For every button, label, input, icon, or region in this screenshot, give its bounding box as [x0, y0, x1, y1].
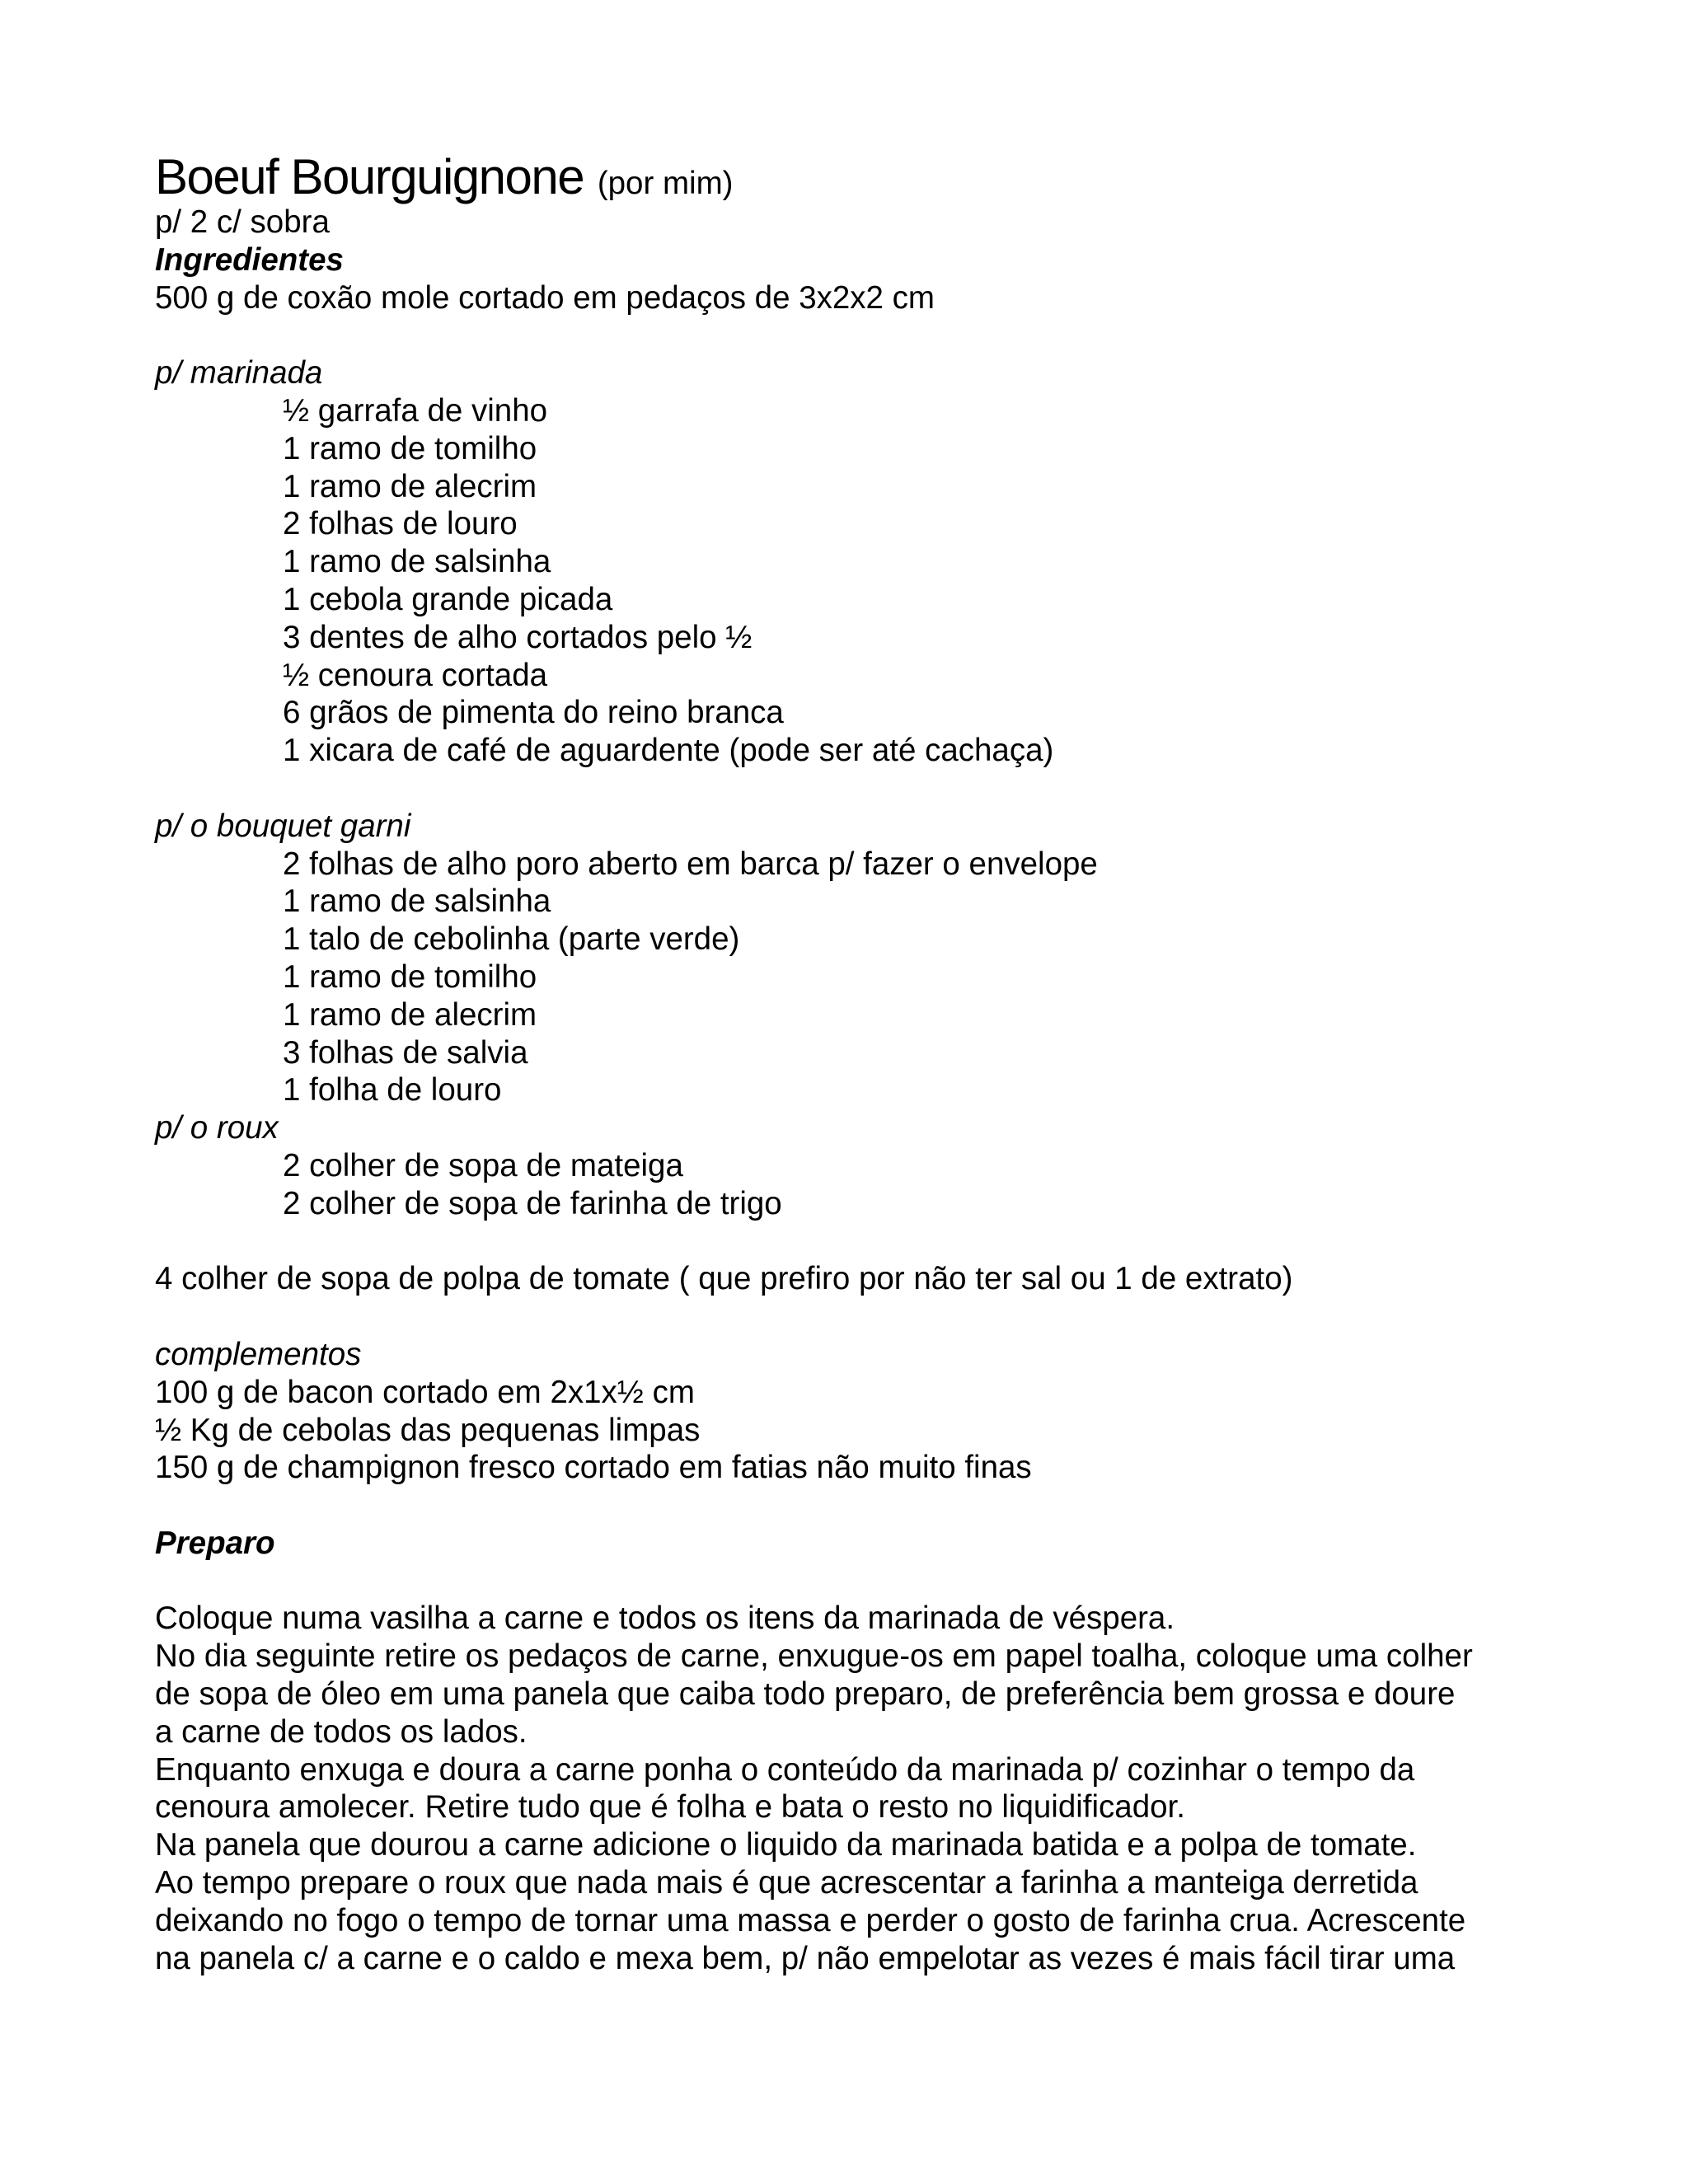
- paragraph-line: No dia seguinte retire os pedaços de carne, enxugue-os em papel toalha, coloque uma colher: [155, 1638, 1473, 1675]
- paragraph-line: Ao tempo prepare o roux que nada mais é que acrescentar a farinha a manteiga derretida: [155, 1865, 1418, 1901]
- list-item: 2 folhas de alho poro aberto em barca p/ fazer o envelope: [283, 846, 1098, 882]
- ingredients-heading: Ingredientes: [155, 241, 344, 278]
- meat-ingredient: 500 g de coxão mole cortado em pedaços de 3x2x2 cm: [155, 279, 935, 316]
- spacer: [155, 770, 1556, 808]
- paragraph-line: Enquanto enxuga e doura a carne ponha o conteúdo da marinada p/ cozinhar o tempo da: [155, 1751, 1415, 1788]
- list-item: 100 g de bacon cortado em 2x1x½ cm: [155, 1374, 695, 1410]
- list-item: 1 ramo de salsinha: [283, 544, 551, 580]
- recipe-title-note: (por mim): [597, 166, 734, 201]
- paragraph-line: Coloque numa vasilha a carne e todos os itens da marinada de véspera.: [155, 1601, 1175, 1637]
- paragraph-line: de sopa de óleo em uma panela que caiba todo preparo, de preferência bem grossa e doure: [155, 1676, 1456, 1713]
- list-item: 1 cebola grande picada: [283, 581, 613, 617]
- roux-list: [155, 1147, 1556, 1223]
- list-item: 2 colher de sopa de farinha de trigo: [283, 1185, 782, 1221]
- recipe-document: [155, 149, 1556, 1977]
- paragraph-line: na panela c/ a carne e o caldo e mexa bem, p/ não empelotar as vezes é mais fácil tirar uma: [155, 1940, 1456, 1976]
- list-item: 1 ramo de tomilho: [283, 958, 537, 995]
- complements-heading: complementos: [155, 1336, 362, 1372]
- paragraph-line: Na panela que dourou a carne adicione o liquido da marinada batida e a polpa de tomate.: [155, 1827, 1417, 1863]
- bouquet-list: [155, 846, 1556, 1110]
- list-item: 1 folha de louro: [283, 1072, 502, 1108]
- list-item: ½ garrafa de vinho: [283, 392, 548, 429]
- complements-list: [155, 1374, 1556, 1487]
- roux-heading: p/ o roux: [155, 1110, 279, 1146]
- preparation-heading: Preparo: [155, 1525, 275, 1561]
- list-item: 2 colher de sopa de mateiga: [283, 1147, 683, 1183]
- list-item: 3 dentes de alho cortados pelo ½: [283, 619, 753, 655]
- marinade-heading: p/ marinada: [155, 355, 323, 391]
- list-item: 1 ramo de salsinha: [283, 883, 551, 920]
- spacer: [155, 1223, 1556, 1261]
- list-item: 2 folhas de louro: [283, 506, 518, 542]
- recipe-title-row: [155, 149, 1556, 204]
- list-item: ½ cenoura cortada: [283, 657, 548, 693]
- paragraph-line: cenoura amolecer. Retire tudo que é folha e bata o resto no liquidificador.: [155, 1789, 1185, 1825]
- spacer: [155, 1563, 1556, 1601]
- list-item: 150 g de champignon fresco cortado em fatias não muito finas: [155, 1450, 1032, 1486]
- recipe-title: Boeuf Bourguignone: [155, 149, 584, 204]
- list-item: 6 grãos de pimenta do reino branca: [283, 695, 784, 731]
- spacer: [155, 1487, 1556, 1525]
- servings: p/ 2 c/ sobra: [155, 204, 330, 240]
- spacer: [155, 1298, 1556, 1336]
- bouquet-heading: p/ o bouquet garni: [155, 808, 411, 844]
- list-item: 1 ramo de alecrim: [283, 996, 537, 1033]
- marinade-list: [155, 392, 1556, 770]
- preparation-text: [155, 1600, 1556, 1977]
- list-item: 1 ramo de alecrim: [283, 468, 537, 504]
- list-item: 1 xicara de café de aguardente (pode ser até cachaça): [283, 733, 1054, 769]
- paragraph-line: a carne de todos os lados.: [155, 1713, 528, 1750]
- tomato-ingredient: 4 colher de sopa de polpa de tomate ( que prefiro por não ter sal ou 1 de extrato): [155, 1261, 1293, 1297]
- spacer: [155, 316, 1556, 354]
- list-item: ½ Kg de cebolas das pequenas limpas: [155, 1412, 701, 1448]
- list-item: 1 ramo de tomilho: [283, 430, 537, 466]
- paragraph-line: deixando no fogo o tempo de tornar uma massa e perder o gosto de farinha crua. Acrescente: [155, 1902, 1466, 1938]
- list-item: 1 talo de cebolinha (parte verde): [283, 921, 740, 958]
- list-item: 3 folhas de salvia: [283, 1034, 528, 1071]
